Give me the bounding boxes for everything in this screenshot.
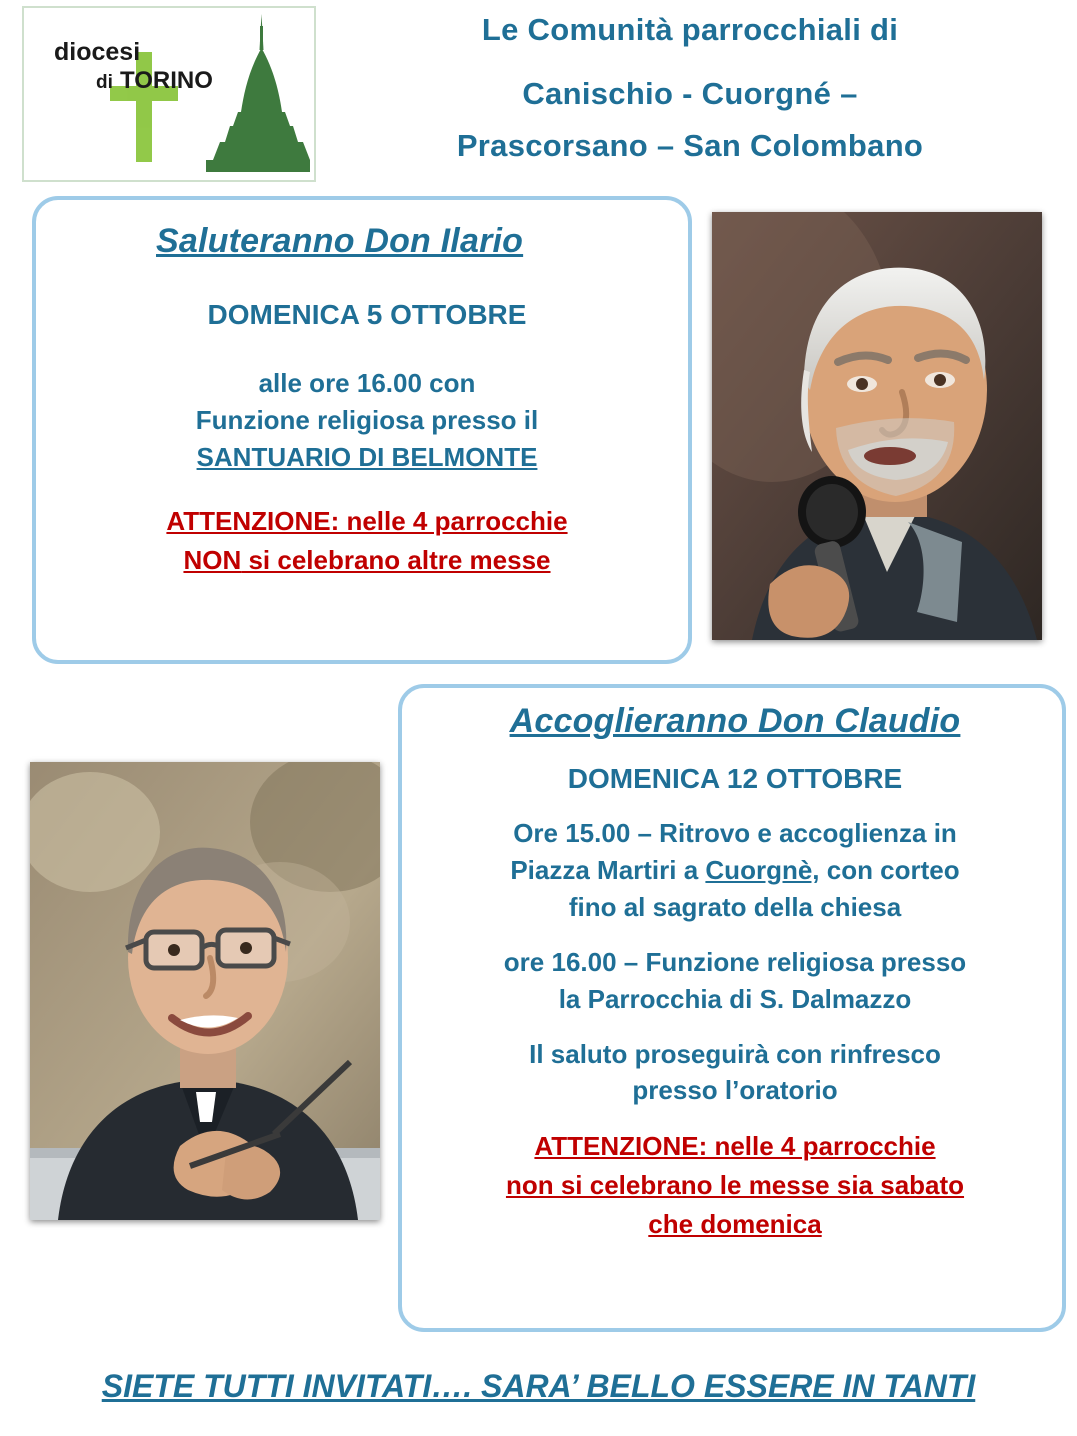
footer-invitation: SIETE TUTTI INVITATI…. SARA’ BELLO ESSERE IN TANTI	[101, 1368, 976, 1404]
warning-line1-ilario: ATTENZIONE: nelle 4 parrocchie	[166, 505, 568, 536]
claudio-line-3a: Il saluto proseguirà con rinfresco	[529, 1038, 941, 1069]
diocese-logo	[22, 6, 316, 182]
claudio-line-2b: la Parrocchia di S. Dalmazzo	[558, 983, 912, 1014]
warning-non-word: NON	[183, 544, 242, 575]
warning-line2-ilario	[72, 541, 662, 580]
mole-antonelliana-icon	[24, 8, 310, 176]
panel-accoglieranno-don-claudio	[398, 684, 1066, 1332]
warning-line3-claudio: che domenica	[648, 1209, 822, 1240]
time-line-ilario: alle ore 16.00 con	[258, 368, 476, 398]
warning-rest: si celebrano altre messe	[241, 544, 551, 575]
date-ilario: DOMENICA 5 OTTOBRE	[207, 299, 527, 330]
section-title-ilario: Saluteranno Don Ilario	[156, 222, 524, 260]
place-line-ilario: SANTUARIO DI BELMONTE	[196, 441, 538, 472]
warning-line1-claudio: ATTENZIONE: nelle 4 parrocchie	[534, 1131, 936, 1162]
warning-line2-claudio: non si celebrano le messe sia sabato	[505, 1170, 965, 1201]
page-title	[320, 8, 1060, 168]
photo-don-claudio	[30, 762, 380, 1220]
section-title-claudio: Accoglieranno Don Claudio	[509, 702, 961, 740]
claudio-line-1b	[424, 852, 1046, 889]
date-claudio: DOMENICA 12 OTTOBRE	[567, 763, 903, 794]
logo-text-torino: TORINO	[120, 67, 213, 94]
title-line-1: Le Comunità parrocchiali di	[481, 12, 899, 47]
claudio-line-1a: Ore 15.00 – Ritrovo e accoglienza in	[513, 818, 957, 848]
function-line-ilario: Funzione religiosa presso il	[195, 404, 539, 435]
title-line-3: Prascorsano – San Colombano	[456, 128, 924, 164]
logo-text-diocesi: diocesi	[54, 38, 141, 66]
panel-saluteranno-don-ilario	[32, 196, 692, 664]
claudio-line-1c: fino al sagrato della chiesa	[568, 891, 902, 922]
claudio-place-cuorgne: Cuorgnè,	[705, 854, 820, 885]
title-line-2: Canischio - Cuorgné –	[522, 76, 858, 112]
logo-text-di: di	[96, 72, 113, 93]
claudio-line-2a: ore 16.00 – Funzione religiosa presso	[503, 946, 967, 977]
poster-header	[0, 0, 1077, 190]
claudio-line-1b-pre: Piazza Martiri a	[510, 854, 706, 885]
photo-don-ilario	[712, 212, 1042, 640]
claudio-line-1b-post: con corteo	[819, 854, 960, 885]
claudio-line-3b: presso l’oratorio	[632, 1075, 838, 1106]
